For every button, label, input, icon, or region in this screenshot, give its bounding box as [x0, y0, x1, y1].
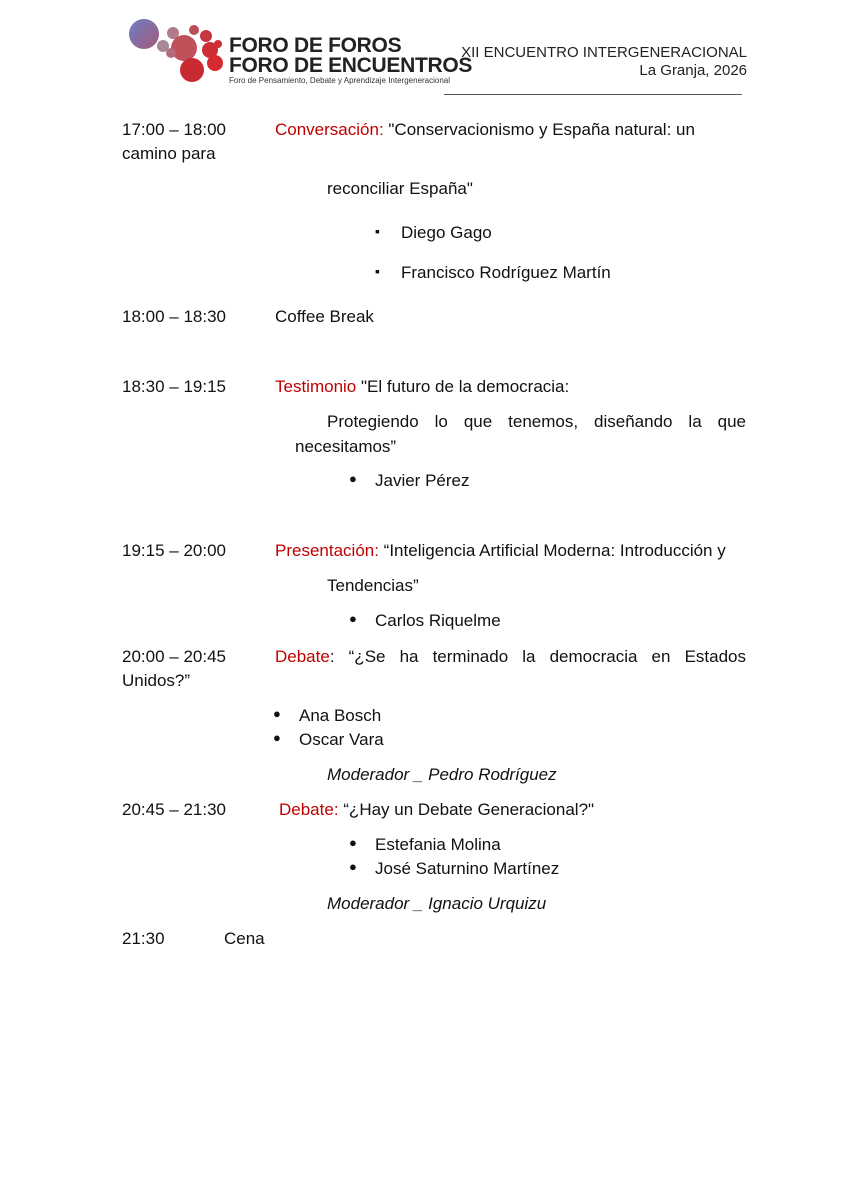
item-title-wrap: Unidos?” [122, 671, 191, 690]
speaker-item: ● Ana Bosch [299, 706, 381, 726]
item-title-line2: reconciliar España" [327, 179, 473, 198]
item-title: Coffee Break [275, 307, 374, 326]
item-type: Testimonio [275, 377, 357, 396]
item-time: 20:00 – 20:45 [122, 647, 226, 666]
item-title-line3: necesitamos” [295, 437, 397, 456]
item-type: Debate: [279, 800, 339, 819]
item-time: 19:15 – 20:00 [122, 541, 226, 560]
speaker-item: ▪ Diego Gago [401, 223, 492, 243]
item-title [279, 800, 594, 820]
item-title [275, 120, 695, 140]
speaker-item: ● Oscar Vara [299, 730, 384, 750]
item-title-line2: Tendencias” [327, 576, 419, 595]
speaker-item: ● Javier Pérez [375, 471, 469, 491]
logo-line1: FORO DE FOROS [229, 34, 402, 57]
header-event: XII ENCUENTRO INTERGENERACIONAL [461, 44, 747, 61]
speaker-item: ● Estefania Molina [375, 835, 501, 855]
item-moderator: Moderador _ Ignacio Urquizu [327, 894, 547, 913]
speaker-item: ▪ Francisco Rodríguez Martín [401, 263, 611, 283]
item-title-line1: "Conservacionismo y España natural: un [383, 120, 695, 139]
logo-subtitle: Foro de Pensamiento, Debate y Aprendizaje Intergeneracional [229, 76, 451, 85]
item-type: Conversación: [275, 120, 384, 139]
item-type: Presentación: [275, 541, 379, 560]
item-time: 20:45 – 21:30 [122, 800, 226, 819]
item-title-line1: "El futuro de la democracia: [356, 377, 570, 396]
header-place: La Granja, 2026 [639, 62, 747, 79]
item-moderator: Moderador _ Pedro Rodríguez [327, 765, 557, 784]
item-title-wrap: camino para [122, 144, 216, 163]
item-title-line2: Protegiendo lo que tenemos, diseñando la que [327, 412, 746, 431]
item-title-line1: : “¿Se ha terminado la democracia en Estados [329, 647, 746, 666]
item-title: Cena [224, 929, 265, 948]
item-time: 18:00 – 18:30 [122, 307, 226, 326]
item-title-line1: “Inteligencia Artificial Moderna: Introducción y [378, 541, 726, 560]
item-title [275, 541, 726, 561]
header-divider [444, 94, 742, 95]
item-time: 17:00 – 18:00 [122, 120, 226, 139]
item-time: 18:30 – 19:15 [122, 377, 226, 396]
logo-circles-icon [126, 16, 226, 86]
item-title [275, 647, 746, 667]
item-type: Debate [275, 647, 330, 666]
item-time: 21:30 [122, 929, 165, 948]
item-title [275, 377, 569, 397]
speaker-item: ● Carlos Riquelme [375, 611, 501, 631]
speaker-item: ● José Saturnino Martínez [375, 859, 559, 879]
item-title-line1: “¿Hay un Debate Generacional?" [338, 800, 595, 819]
logo-line2: FORO DE ENCUENTROS [229, 54, 473, 77]
